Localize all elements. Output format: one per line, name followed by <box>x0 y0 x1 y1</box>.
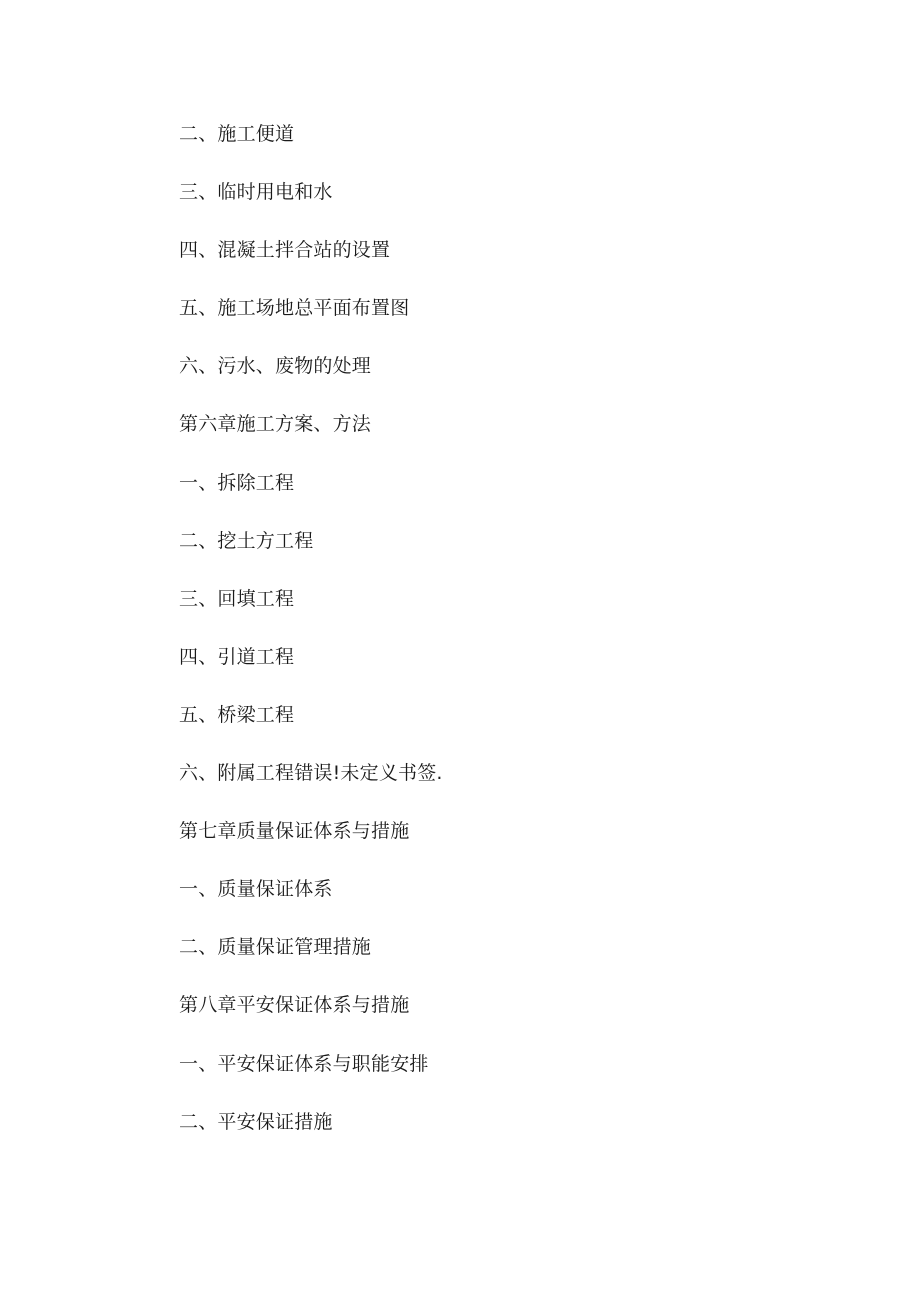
toc-chapter-7-heading: 第七章质量保证体系与措施 <box>179 820 410 843</box>
toc-entry-concrete-mixing-station: 四、混凝土拌合站的设置 <box>179 239 391 262</box>
toc-entry-ancillary-works: 六、附属工程错误!未定义书签. <box>179 762 443 785</box>
toc-chapter-8-heading: 第八章平安保证体系与措施 <box>179 994 410 1017</box>
toc-entry-demolition: 一、拆除工程 <box>179 471 295 494</box>
table-of-contents <box>179 118 443 1164</box>
toc-entry-temporary-power-water: 三、临时用电和水 <box>179 181 333 204</box>
toc-entry-safety-system: 一、平安保证体系与职能安排 <box>179 1052 429 1075</box>
toc-entry-quality-system: 一、质量保证体系 <box>179 878 333 901</box>
toc-entry-construction-access-road: 二、施工便道 <box>179 123 295 145</box>
toc-entry-safety-measures: 二、平安保证措施 <box>179 1110 333 1133</box>
toc-entry-approach-road: 四、引道工程 <box>179 645 295 668</box>
toc-entry-waste-treatment: 六、污水、废物的处理 <box>179 355 372 378</box>
toc-entry-earth-excavation: 二、挖土方工程 <box>179 529 314 552</box>
toc-chapter-6-heading: 第六章施工方案、方法 <box>179 413 372 436</box>
toc-entry-site-layout-plan: 五、施工场地总平面布置图 <box>179 297 410 320</box>
toc-entry-quality-measures: 二、质量保证管理措施 <box>179 936 372 959</box>
toc-entry-backfill: 三、回填工程 <box>179 587 295 610</box>
toc-entry-bridge: 五、桥梁工程 <box>179 703 295 726</box>
